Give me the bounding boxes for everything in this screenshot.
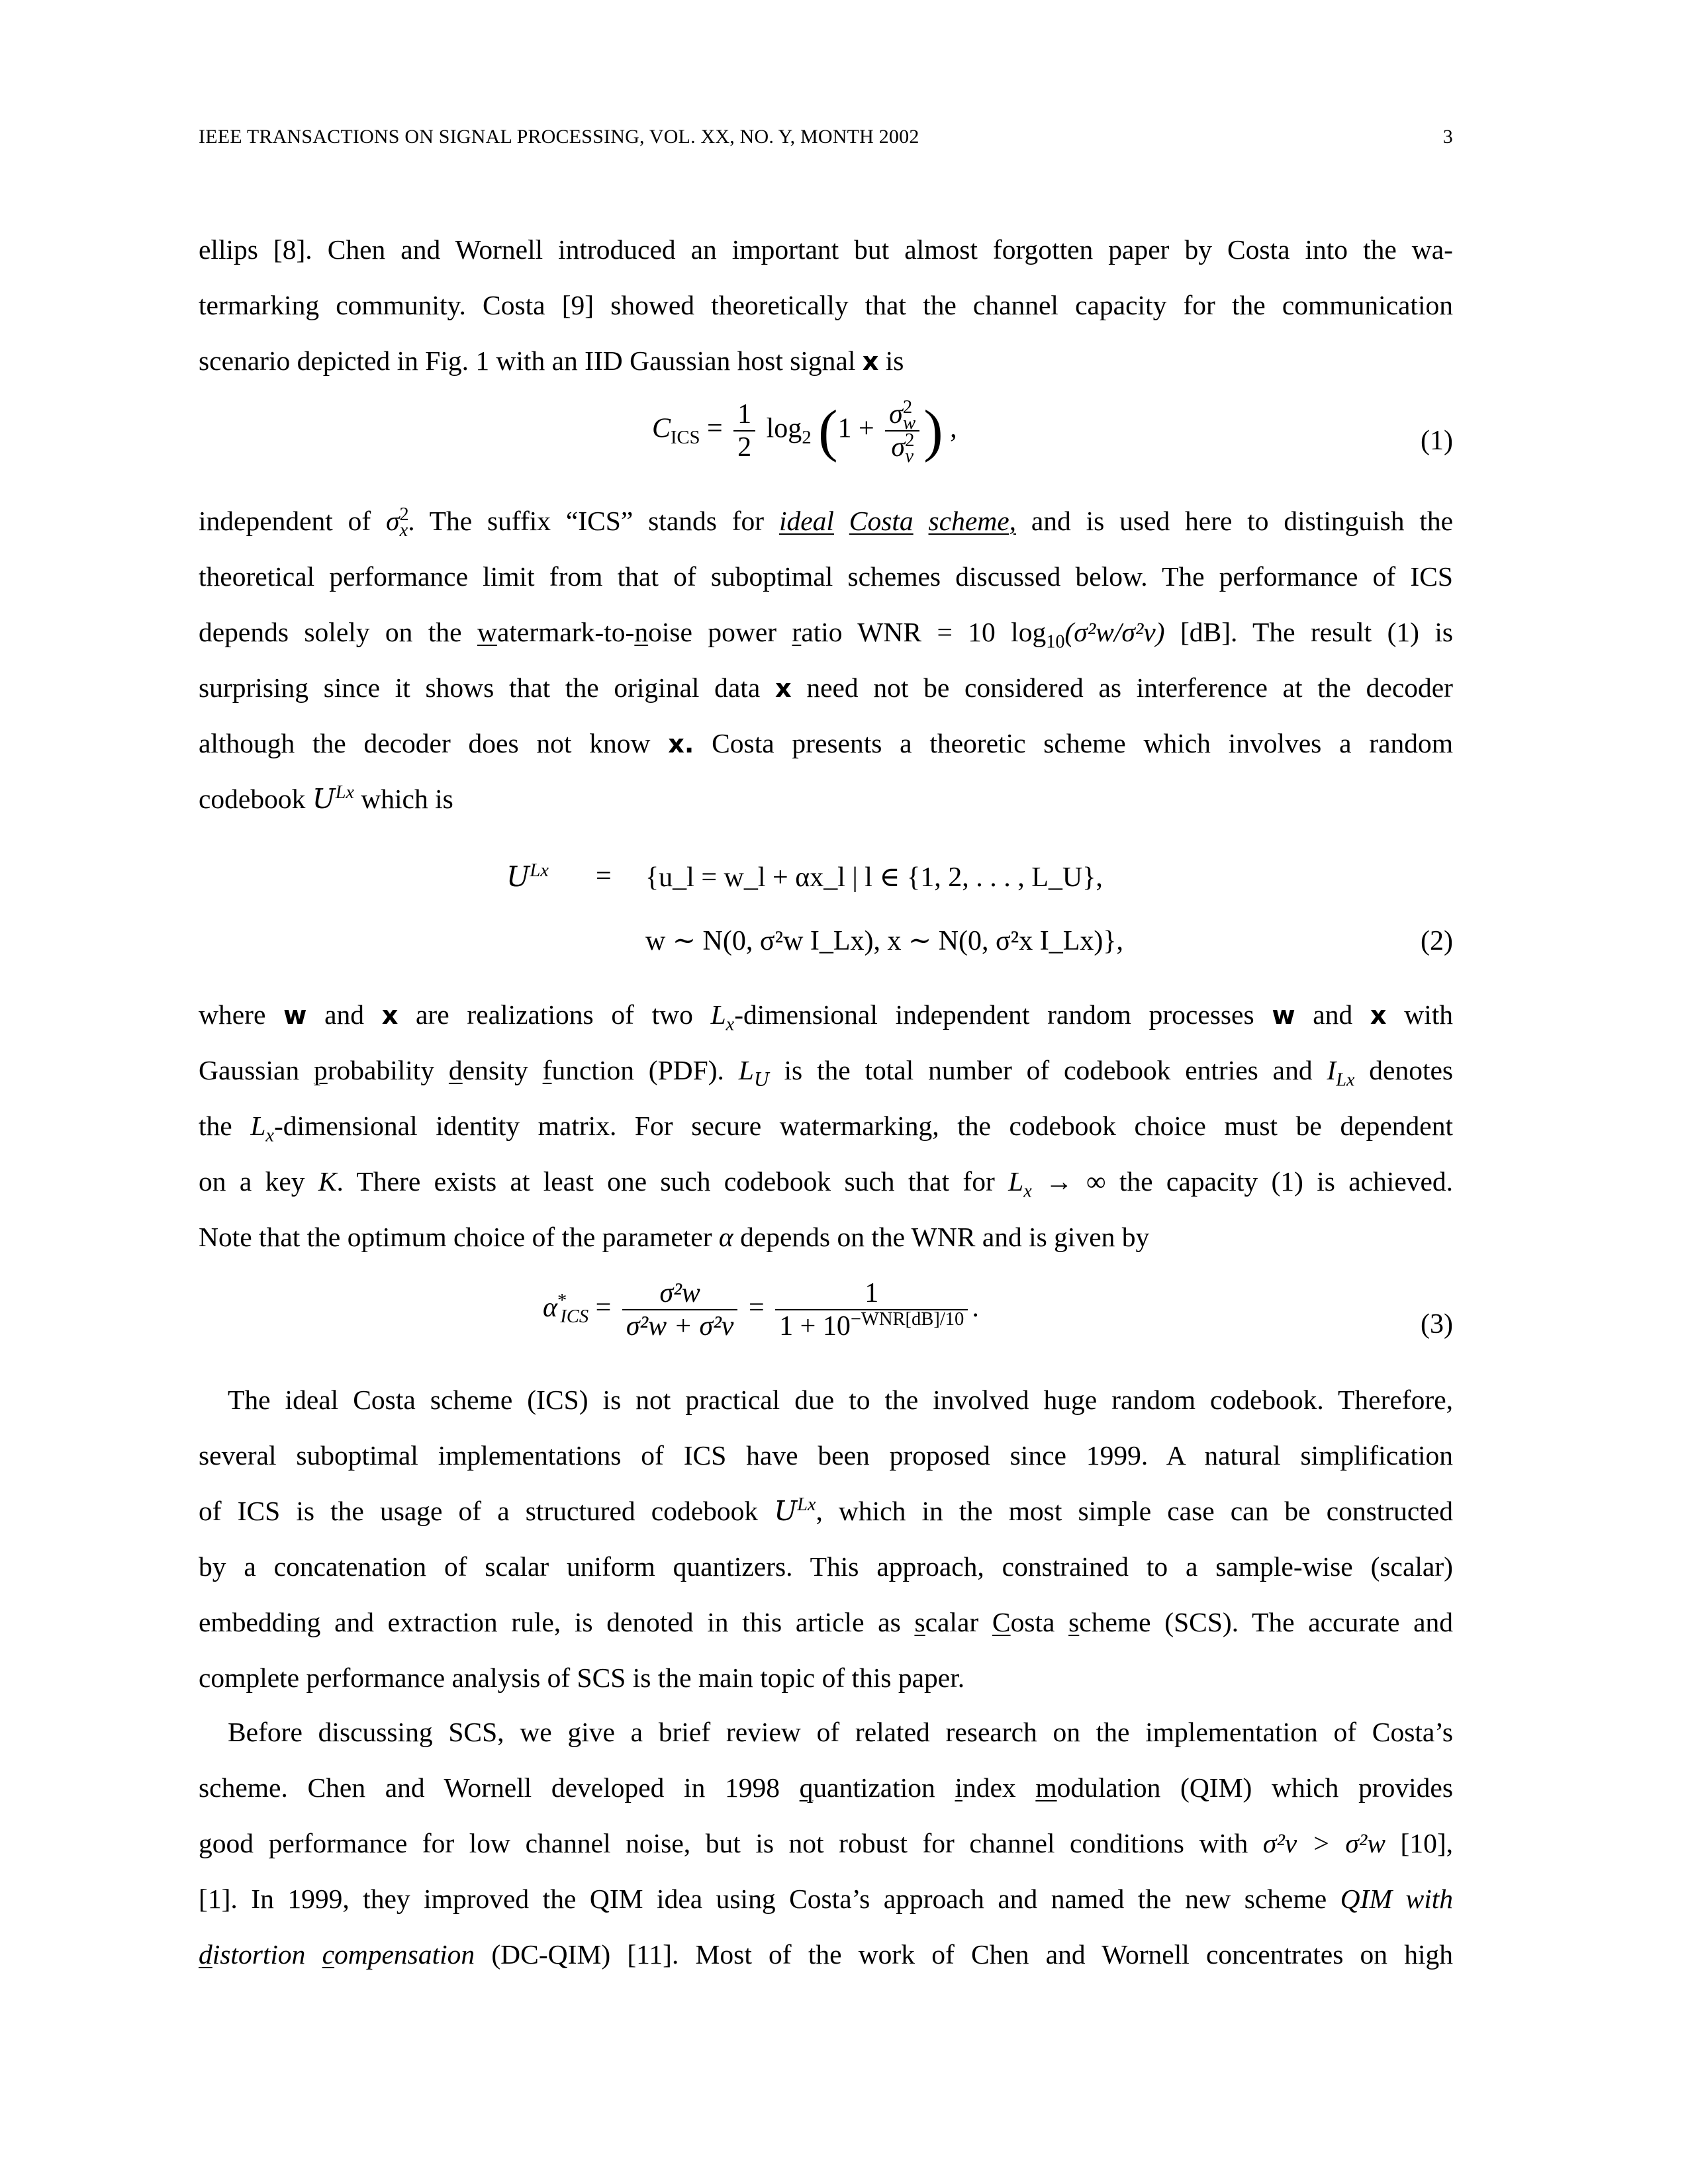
text-line: Before discussing SCS, we give a brief review of related research on the implementation of Costa’s: [228, 1717, 1453, 1747]
text-line: complete performance analysis of SCS is the main topic of this paper.: [199, 1662, 965, 1693]
equation-1: $C_{ICS}$ = $\frac{1}{2}$ $\log_2 (1$ + $\frac{\sigma^2_w}{\sigma^2_v}$ ) ,: [652, 396, 957, 467]
text-line: although the decoder does not know x. Costa presents a theoretic scheme which involves a random: [199, 728, 1454, 759]
text-line: scheme. Chen and Wornell developed in 1998 quantization index modulation (QIM) which provides: [199, 1772, 1453, 1803]
running-header: [199, 126, 1453, 152]
text-line: independent of $\sigma^2_x$. The suffix “ICS” stands for ideal Costa scheme, and is used here to distinguish the: [199, 504, 1454, 541]
text-line: by a concatenation of scalar uniform quantizers. This approach, constrained to a sample-wise (scalar): [199, 1551, 1453, 1582]
text-line: on a key K. There exists at least one such codebook such that for $L_x$ → ∞ the capacity (1) is achieved.: [199, 1166, 1454, 1202]
text-line: [1]. In 1999, they improved the QIM idea using Costa’s approach and named the new scheme QIM with: [199, 1884, 1453, 1914]
text-line: embedding and extraction rule, is denoted in this article as scalar Costa scheme (SCS). The accurate and: [199, 1607, 1454, 1637]
text-line: theoretical performance limit from that of suboptimal schemes discussed below. The performance of ICS: [199, 561, 1453, 592]
text-line: where w and x are realizations of two $L_x$-dimensional independent random processes w and x with: [199, 999, 1454, 1035]
equation-number: (3): [1421, 1309, 1453, 1340]
page-number: 3: [1442, 126, 1453, 148]
equation-2-row-2: w ∼ N(0, σ²w I_Lx), x ∼ N(0, σ²x I_Lx)},: [645, 926, 1124, 956]
text-line: the $L_x$-dimensional identity matrix. For secure watermarking, the codebook choice must be dependent: [199, 1111, 1453, 1146]
equation-number: (1): [1421, 426, 1453, 456]
equation-2-equals: =: [596, 861, 612, 891]
text-line: several suboptimal implementations of ICS have been proposed since 1999. A natural simplification: [199, 1440, 1453, 1471]
fraction: $\frac{\sigma^2_w}{\sigma^2_v}$: [885, 398, 919, 464]
text-line: codebook $U^{Lx}$ which is: [199, 782, 453, 815]
text-line: scenario depicted in Fig. 1 with an IID Gaussian host signal x is: [199, 345, 904, 377]
journal-header: IEEE TRANSACTIONS ON SIGNAL PROCESSING, VOL. XX, NO. Y, MONTH 2002: [199, 126, 919, 148]
equation-3: $\alpha^*_{ICS}$ = $\frac{\text{σ²w}}{\text{σ²w + σ²v}}$ = $\frac{1}{1 + 10^{-WNR[dB]/10}}$ .: [543, 1278, 979, 1342]
fraction: $\frac{\text{σ²w}}{\text{σ²w + σ²v}}$: [622, 1277, 738, 1343]
equation-number: (2): [1421, 926, 1453, 956]
text-line: distortion compensation (DC-QIM) [11]. Most of the work of Chen and Wornell concentrates on high: [199, 1939, 1454, 1970]
equation-2-lhs: $U^{Lx}$: [506, 860, 549, 893]
text-line: termarking community. Costa [9] showed theoretically that the channel capacity for the communication: [199, 290, 1453, 320]
fraction: $\frac{1}{2}$: [733, 398, 755, 464]
text-line: of ICS is the usage of a structured codebook $U^{Lx}$, which in the most simple case can be constructed: [199, 1494, 1454, 1527]
fraction: $\frac{1}{1 + 10^{-WNR[dB]/10}}$: [775, 1277, 968, 1343]
text-line: surprising since it shows that the original data x need not be considered as interference at the decoder: [199, 672, 1454, 704]
text-line: Note that the optimum choice of the parameter α depends on the WNR and is given by: [199, 1222, 1150, 1252]
equation-2-row-1: {u_l = w_l + αx_l | l ∈ {1, 2, . . . , L_U},: [645, 862, 1103, 893]
text-line: good performance for low channel noise, but is not robust for channel conditions with σ²v > σ²w [10],: [199, 1828, 1454, 1858]
text-line: ellips [8]. Chen and Wornell introduced an important but almost forgotten paper by Costa into the wa-: [199, 234, 1453, 265]
text-line: depends solely on the watermark-to-noise power ratio WNR = 10 $\log_{10}(\sigma^2w/\sigma^2v)$ [dB]. The result (1) is: [199, 617, 1454, 653]
text-line: The ideal Costa scheme (ICS) is not practical due to the involved huge random codebook. Therefore,: [228, 1385, 1453, 1415]
text-line: Gaussian probability density function (PDF). $L_U$ is the total number of codebook entries and $I_{Lx}$ denotes: [199, 1055, 1454, 1091]
